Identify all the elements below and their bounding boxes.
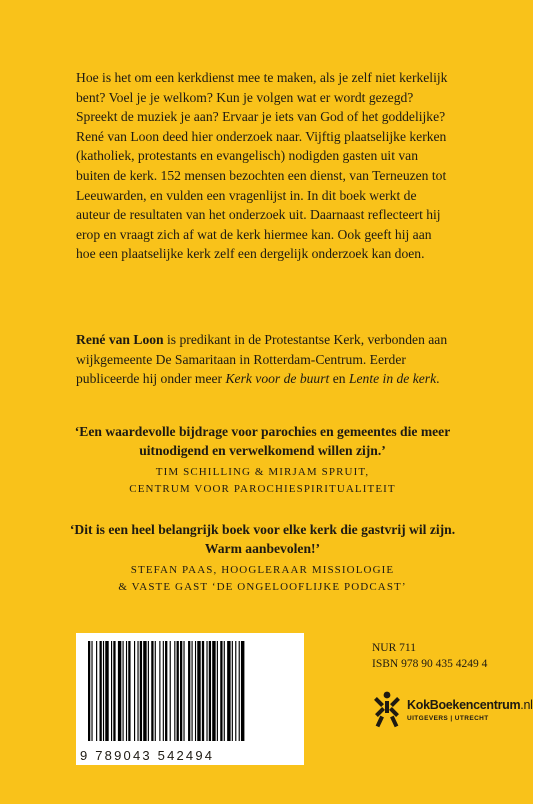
barcode-bar [202, 641, 204, 741]
endorsement-quote [60, 423, 465, 498]
barcode-bar [148, 641, 149, 741]
barcode-bar [128, 641, 130, 741]
barcode-bar [170, 641, 171, 741]
barcode-bar [224, 641, 225, 741]
barcode-bar [217, 641, 218, 741]
isbn-code: ISBN 978 90 435 4249 4 [372, 658, 488, 670]
barcode-bar [241, 641, 244, 741]
barcode-bar [105, 641, 108, 741]
barcode-bar [195, 641, 196, 741]
barcode-bar [197, 641, 200, 741]
barcode-bar [134, 641, 135, 741]
bio-text-3: . [436, 371, 440, 387]
barcode-bar [163, 641, 164, 741]
barcode-bar [118, 641, 121, 741]
attribution-line-2: CENTRUM VOOR PAROCHIESPIRITUALITEIT [129, 483, 396, 495]
author-name: René van Loon [76, 332, 164, 347]
barcode-bar [183, 641, 184, 741]
author-bio [76, 330, 448, 389]
publisher-name-main: KokBoekencentrum [407, 698, 521, 712]
barcode-bar [91, 641, 92, 741]
barcode-bar [113, 641, 115, 741]
barcode-bar [212, 641, 215, 741]
attribution-line-2: & VASTE GAST ‘DE ONGELOOFLIJKE PODCAST’ [118, 581, 407, 593]
barcode-digits: 9 789043 542494 [80, 748, 215, 763]
barcode-bar [111, 641, 112, 741]
quote-attribution [60, 464, 465, 498]
barcode-bar [159, 641, 160, 741]
barcode-bar [151, 641, 153, 741]
book-title-2: Lente in de kerk [348, 371, 437, 387]
barcode-bar [220, 641, 222, 741]
blurb-text: Hoe is het om een kerkdienst mee te maken, als je zelf niet kerkelijk bent? Voel je je welkom? Kun je volgen wat er wordt gezegd? Spreekt de muziek je aan? Ervaar je iets van God of het goddelijke? René van Loon deed hier onderzoek naar. Vijftig plaatselijke kerken (katholiek, protestants en evangelisch) nodigden gasten uit van buiten de kerk. 152 mensen bezochten een dienst, van Terneuzen tot Leeuwarden, en vulden een vragenlijst in. In dit boek werkt de auteur de resultaten van het onderzoek uit. Daarnaast reflecteert hij erop en vraagt zich af wat de kerk hiermee kan. Ook geeft hij aan hoe een plaatselijke kerk zelf een dergelijk onderzoek kan doen. [76, 70, 448, 262]
endorsement-quote [60, 521, 465, 596]
book-title-1: Kerk voor de buurt [225, 371, 330, 387]
barcode-bar [180, 641, 182, 741]
barcode-bar [209, 641, 211, 741]
quote-text: ‘Een waardevolle bijdrage voor parochies en gemeentes die meer uitnodigend en verwelkomend willen zijn.’ [74, 424, 451, 458]
barcode-bar [232, 641, 233, 741]
quote-attribution [60, 562, 465, 596]
publisher-tagline: UITGEVERS | UTRECHT [407, 715, 489, 722]
quote-text: ‘Dit is een heel belangrijk boek voor elke kerk die gastvrij wil zijn. Warm aanbevolen!’ [69, 522, 456, 556]
bio-text-2: en [329, 371, 349, 387]
barcode-bar [177, 641, 179, 741]
publisher-logo [372, 690, 533, 730]
barcode-bar [239, 641, 240, 741]
barcode-bar [140, 641, 142, 741]
barcode-bar [192, 641, 193, 741]
barcode-bar [137, 641, 138, 741]
bio-text-1: is predikant in de Protestantse Kerk, verbonden aan wijkgemeente De Samaritaan in Rotterdam-Centrum. Eerder publiceerde hij onder meer [76, 332, 448, 387]
book-codes [372, 640, 487, 672]
barcode-bars [84, 641, 296, 743]
barcode-bar [165, 641, 167, 741]
barcode-bar [96, 641, 97, 741]
barcode-bar [206, 641, 207, 741]
barcode-bar [100, 641, 102, 741]
attribution-line-1: TIM SCHILLING & MIRJAM SPRUIT, [155, 466, 370, 478]
barcode-bar [155, 641, 156, 741]
publisher-name [407, 698, 533, 712]
attribution-line-1: STEFAN PAAS, HOOGLERAAR MISSIOLOGIE [130, 564, 395, 576]
publisher-name-suffix: .nl [520, 698, 533, 712]
publisher-mark-icon [372, 690, 402, 728]
barcode-bar [174, 641, 175, 741]
barcode-bar [143, 641, 146, 741]
barcode-bar [235, 641, 236, 741]
barcode-bar [88, 641, 90, 741]
barcode [76, 633, 304, 765]
barcode-bar [103, 641, 104, 741]
nur-code: NUR 711 [372, 642, 416, 654]
barcode-bar [188, 641, 190, 741]
barcode-bar [123, 641, 124, 741]
barcode-bar [126, 641, 127, 741]
barcode-bar [227, 641, 230, 741]
